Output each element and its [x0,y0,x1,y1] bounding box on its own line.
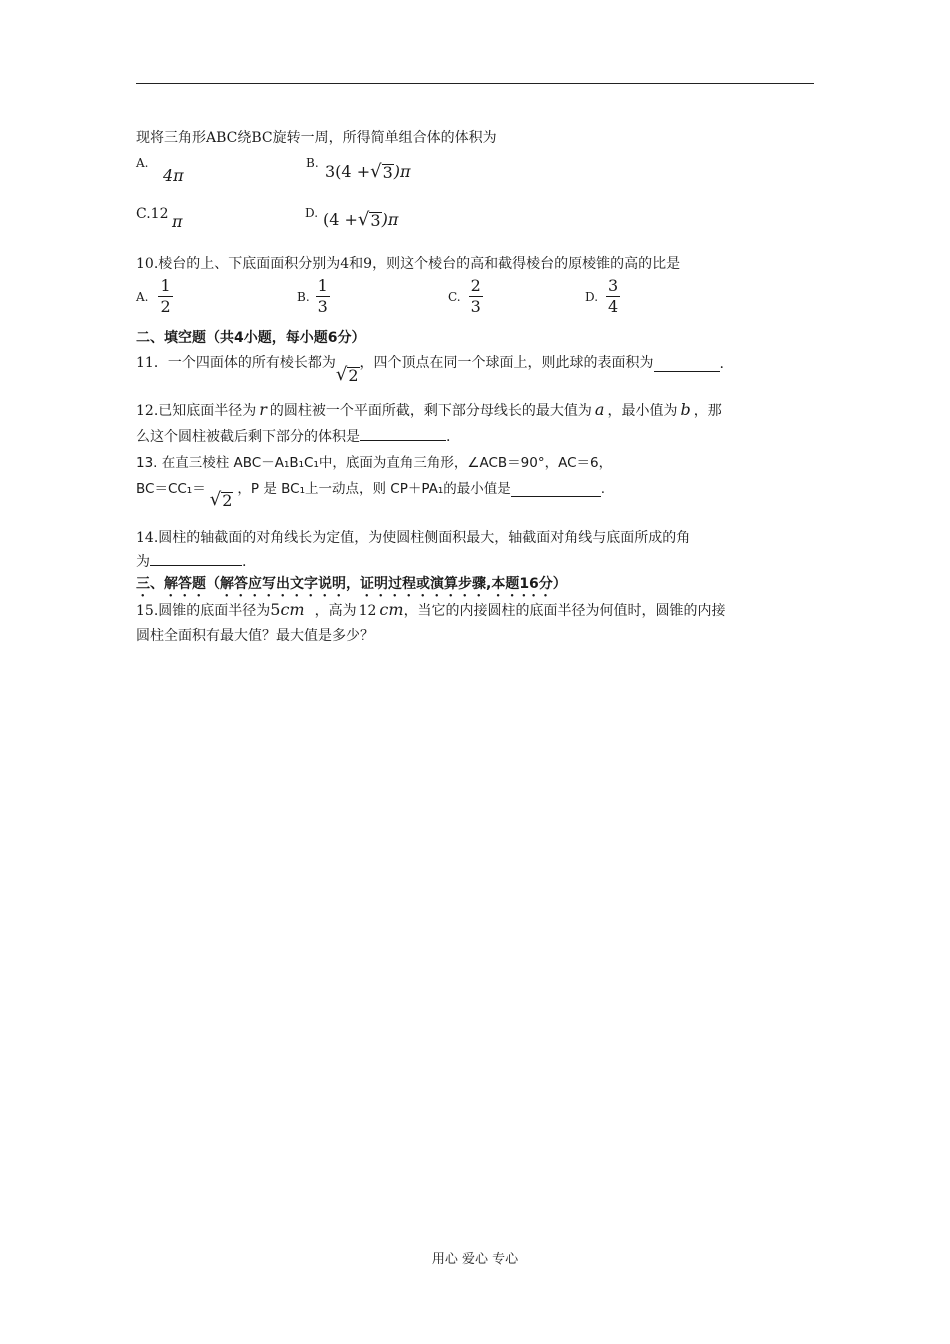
q9-option-b-pre: 3(4 + [325,162,371,181]
sqrt-symbol: √ 2 [335,364,359,385]
q14-line2 [136,551,246,571]
q10-option-b [297,277,330,316]
q9-option-d-radicand: 3 [370,211,381,230]
q13-radicand: 2 [222,491,233,510]
q9-stem: 现将三角形ABC绕BC旋转一周，所得简单组合体的体积为 [136,130,497,146]
q10-option-d-fraction [606,277,620,316]
q10-option-c [448,277,483,316]
q11-post: ，四个顶点在同一个球面上，则此球的表面积为 [359,355,654,371]
q12-var-r: r [259,400,267,419]
q11-end: . [719,356,724,372]
q12-p1: 12.已知底面半径为 [136,403,257,419]
q10-option-a-label: A. [136,289,149,304]
sqrt-symbol: √ 2 [209,489,233,510]
q12-p2: 的圆柱被一个平面所截，剩下部分母线长的最大值为 [269,403,592,419]
q10-option-a [136,277,173,316]
fraction-denominator: 4 [608,297,619,316]
q15-p3: ，当它的内接圆柱的底面半径为何值时，圆锥的内接 [403,603,726,619]
q12-var-a: a [594,400,605,419]
q12-end: . [446,429,451,445]
sqrt-symbol: √ 3 [357,209,381,230]
q9-option-a-value: 4π [163,166,184,185]
page-footer: 用心 爱心 专心 [431,1252,519,1267]
sqrt-symbol: √ 3 [370,161,393,182]
q11-pre: 11．一个四面体的所有棱长都为 [136,355,336,371]
q9-option-c-label [136,206,169,222]
q14-end: . [242,554,247,570]
fraction-denominator: 2 [160,297,171,316]
q9-option-b-label: B. [306,156,319,170]
q10-option-b-fraction [316,277,330,316]
q12-line2 [136,426,450,446]
fraction-denominator: 3 [470,297,481,316]
q15-p1: 15.圆锥的底面半径为 [136,603,271,619]
q10-option-d [585,277,620,316]
q10-stem: 10.棱台的上、下底面面积分别为4和9，则这个棱台的高和截得棱台的原棱锥的高的比是 [136,256,681,272]
q9-option-d-pre: (4 + [323,210,358,229]
q9-option-b-value [325,162,411,181]
section-2-title: 二、填空题（共4小题，每小题6分） [136,330,366,346]
q11 [136,352,724,385]
q12-p4: ，那 [693,403,722,419]
q9-option-c-letter: C. [136,206,151,222]
q10-option-a-fraction [158,277,172,316]
q15-u2: cm [379,600,404,619]
q10-option-c-label: C. [448,289,461,304]
q13-line2 [136,477,606,510]
q14-line2-text: 为 [136,554,150,570]
q9-option-d-value [323,210,398,229]
q15-v1: 5 [270,600,281,619]
q13-answer-blank[interactable] [511,482,601,497]
q15-line1 [136,600,726,620]
q9-option-c-value: 12 [150,206,169,222]
q15-line2: 圆柱全面积有最大值？最大值是多少？ [136,628,374,644]
q12-answer-blank[interactable] [360,426,446,441]
fraction-numerator: 1 [160,276,171,295]
q10-option-d-label: D. [585,289,599,304]
fraction-numerator: 2 [470,276,481,295]
q9-option-d-post: )π [381,210,399,229]
q13-line1: 13. 在直三棱柱 ABC－A₁B₁C₁中，底面为直角三角形，∠ACB＝90°，AC＝6， [136,455,613,471]
q9-option-a-label: A. [136,156,149,170]
q15-v2: 12 [358,603,377,619]
q10-option-c-fraction [469,277,483,316]
q15-u1: cm [280,600,305,619]
q14-line1: 14.圆柱的轴截面的对角线长为定值，为使圆柱侧面积最大，轴截面对角线与底面所成的角 [136,530,691,546]
q9-option-b-radicand: 3 [382,163,393,182]
q14-answer-blank[interactable] [150,551,242,566]
fraction-denominator: 3 [317,297,328,316]
fraction-numerator: 3 [608,276,619,295]
header-rule [136,83,814,84]
fraction-numerator: 1 [317,276,328,295]
section-3-title-text: 三、解答题（解答应写出文字说明，证明过程或演算步骤,本题16分） [136,576,567,592]
q12-line2-text: 么这个圆柱被截后剩下部分的体积是 [136,429,360,445]
section-3-title [136,573,567,600]
q13-end: . [600,481,606,497]
q12-p3: ，最小值为 [607,403,678,419]
q13-l2-pre: BC＝CC₁＝ [136,481,206,497]
q9-option-d-label: D. [305,206,319,220]
q9-option-c-pi: π [172,212,183,231]
q12-var-b: b [680,400,691,419]
q13-l2-post: ，P 是 BC₁上一动点，则 CP＋PA₁的最小值是 [237,481,511,497]
q9-option-b-post: )π [393,162,411,181]
q12-line1 [136,400,722,420]
q11-radicand: 2 [348,366,359,385]
q10-option-b-label: B. [297,289,310,304]
q11-answer-blank[interactable] [654,357,720,372]
q15-p2: ，高为 [314,603,357,619]
